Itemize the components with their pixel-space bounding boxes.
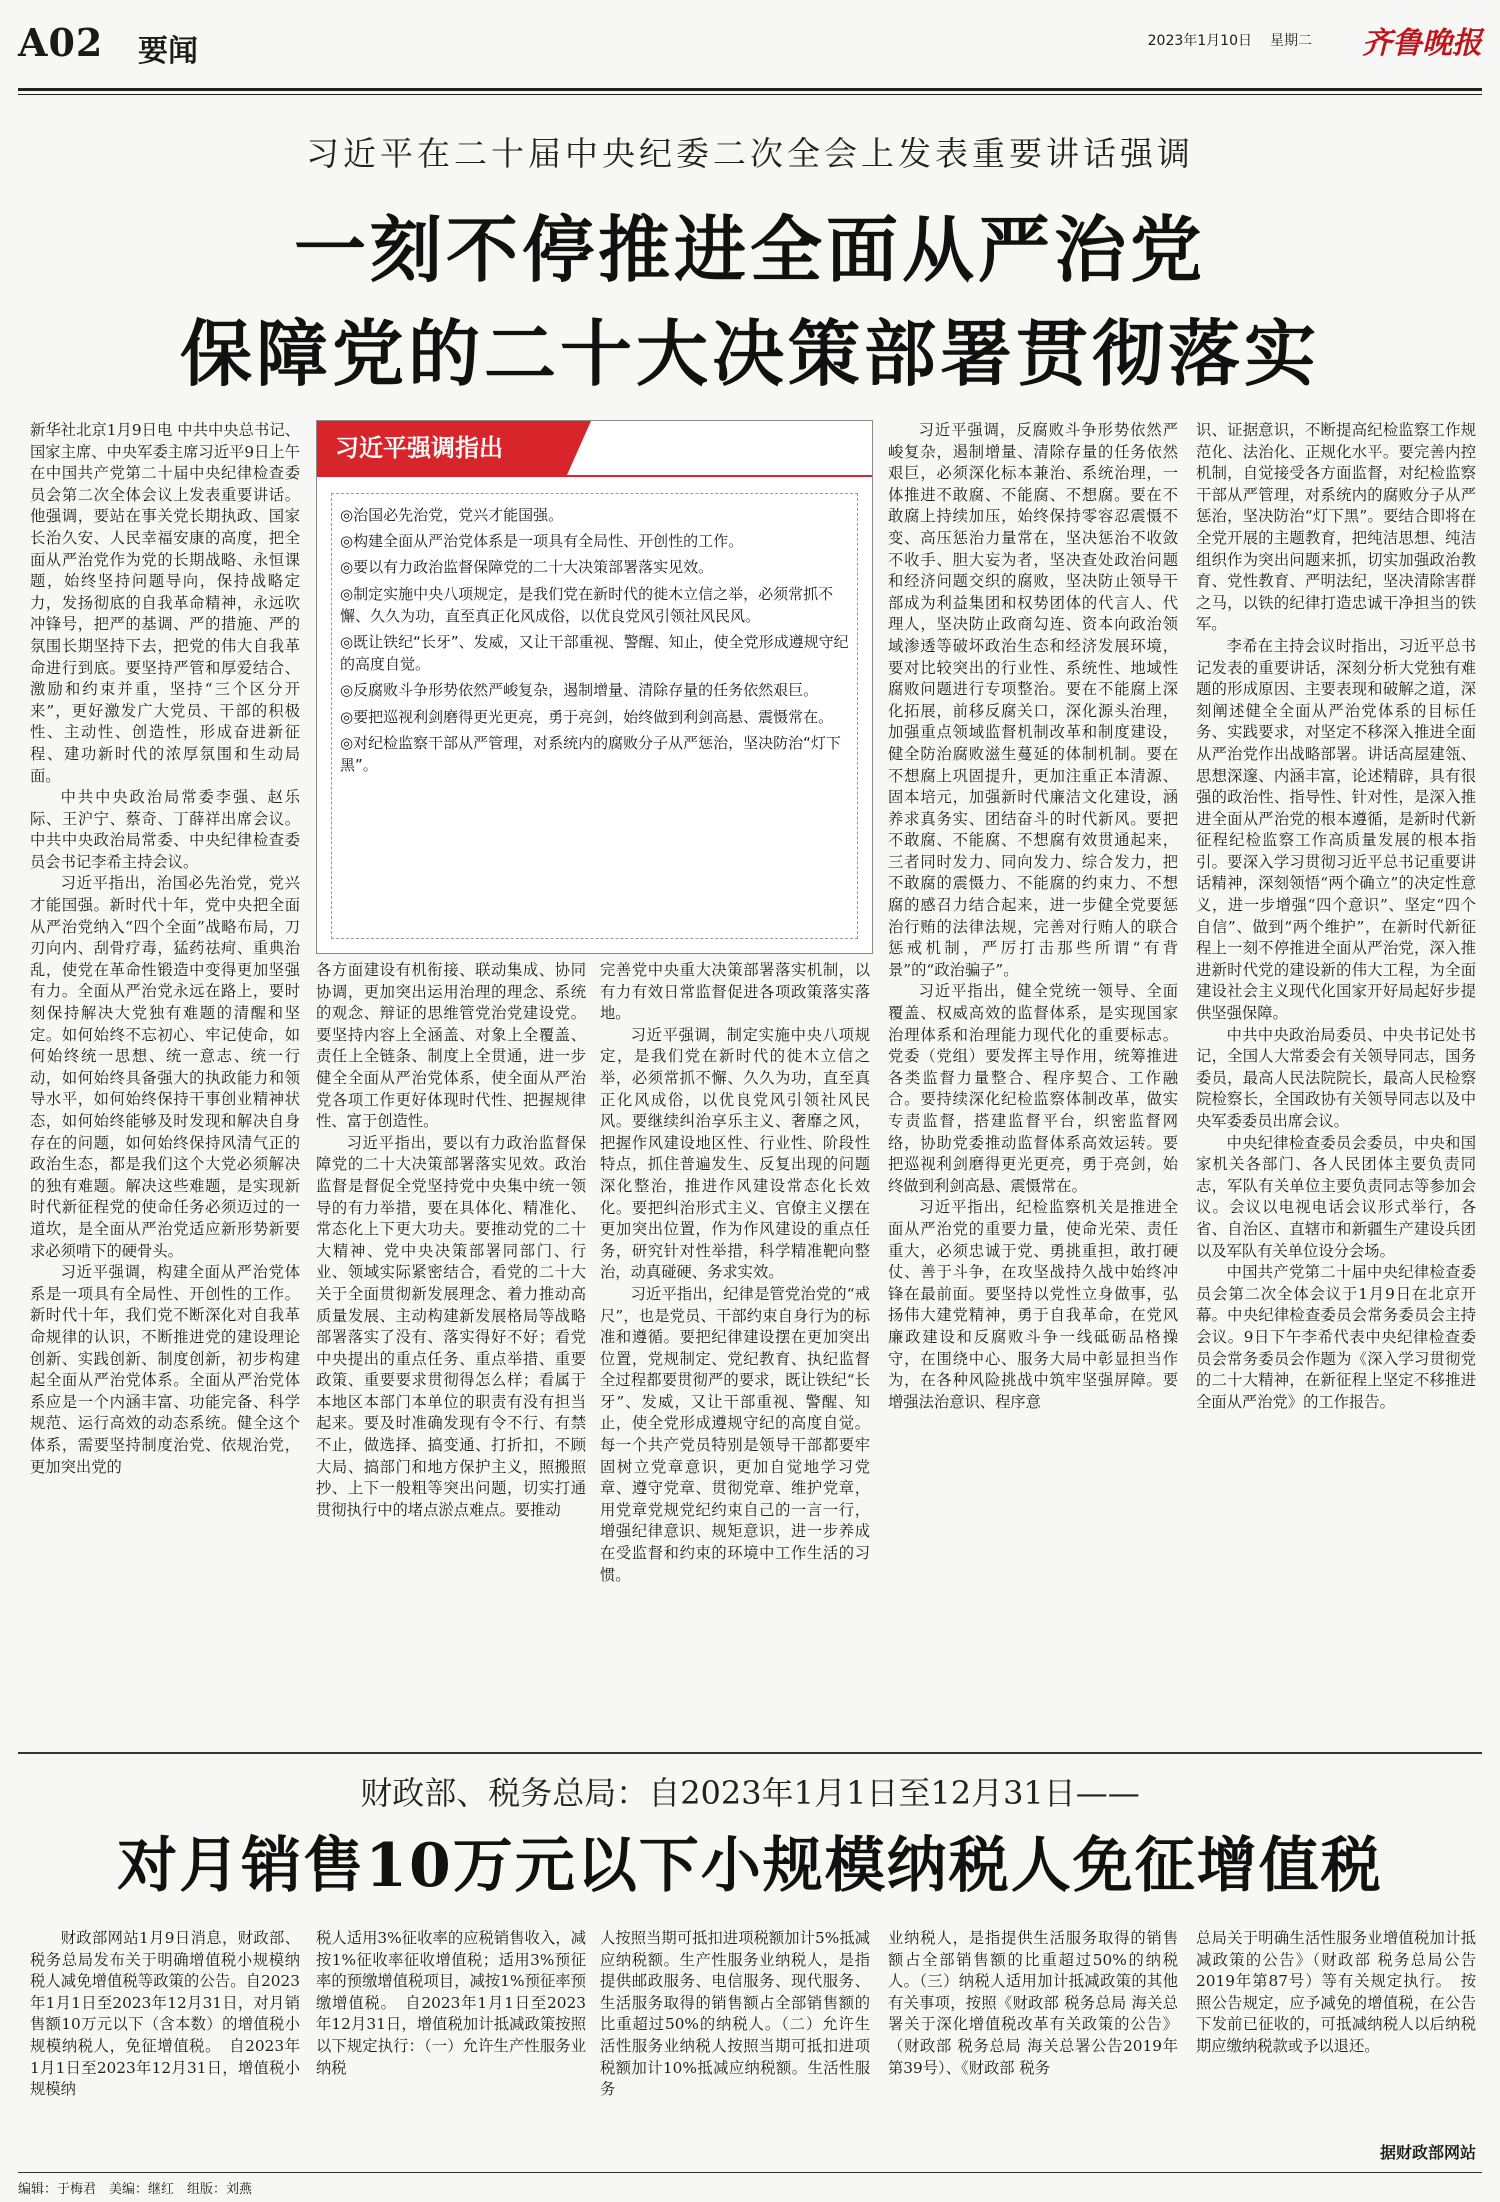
article1-headline-line2: 保障党的二十大决策部署贯彻落实: [179, 311, 1320, 396]
paragraph: 习近平指出，纪律是管党治党的“戒尺”，也是党员、干部约束自身行为的标准和遵循。要把纪律建设摆在更加突出位置，党规制定、党纪教育、执纪监督全过程都要贯彻严的要求，既让铁纪“长牙”、发威，又让干部重视、警醒、知止，使全党形成遵规守纪的高度自觉。每一个共产党员特别是领导干部都要牢固树立党章意识，更加自觉地学习党章、遵守党章、贯彻党章、维护党章，用党章党规党纪约束自己的一言一行，增强纪律意识、规矩意识，进一步养成在受监督和约束的环境中工作生活的习惯。: [600, 1284, 870, 1584]
footer-credits: 编辑：于梅君 美编：继红 组版：刘燕: [18, 2182, 253, 2197]
section-name: 要闻: [138, 34, 198, 69]
pullquote-item: ◎治国必先治党，党兴才能国强。: [340, 506, 564, 524]
paragraph: 完善党中央重大决策部署落实机制，以有力有效日常监督促进各项政策落实落地。: [600, 961, 870, 1023]
paragraph: 习近平指出，治国必先治党，党兴才能国强。新时代十年，党中央把全面从严治党纳入“四个全面”战略布局，刀刃向内、刮骨疗毒，猛药祛疴、重典治乱，使党在革命性锻造中变得更加坚强有力。全面从严治党永远在路上，要时刻保持解决大党独有难题的清醒和坚定。如何始终不忘初心、牢记使命，如何始终统一思想、统一意志、统一行动，如何始终具备强大的执政能力和领导水平，如何始终保持干事创业精神状态，如何始终能够及时发现和解决自身存在的问题，如何始终保持风清气正的政治生态，都是我们这个大党必须解决的独有难题。解决这些难题，是实现新时代新征程党的使命任务必须迈过的一道坎，是全面从严治党适应新形势新要求必须啃下的硬骨头。: [30, 874, 300, 1260]
article1-column-2: [316, 960, 586, 1521]
paragraph: 业纳税人，是指提供生活服务取得的销售额占全部销售额的比重超过50%的纳税人。（三）纳税人适用加计抵减政策的其他有关事项，按照《财政部 税务总局 海关总署关于深化增值税改革有关政策的公告》（财政部 税务总局 海关总署公告2019年第39号）、《财政部 税务: [888, 1929, 1178, 2077]
paragraph: 各方面建设有机衔接、联动集成、协同协调，更加突出运用治理的理念、系统的观念、辩证的思维管党治党建设党。要坚持内容上全涵盖、对象上全覆盖、责任上全链条、制度上全贯通，进一步健全全面从严治党体系，使全面从严治党各项工作更好体现时代性、把握规律性、富于创造性。: [316, 961, 586, 1131]
paragraph: 中共中央政治局常委李强、赵乐际、王沪宁、蔡奇、丁薛祥出席会议。中共中央政治局常委、中央纪律检查委员会书记李希主持会议。: [30, 788, 300, 871]
article2-subhead: 财政部、税务总局：自2023年1月1日至12月31日——: [360, 1774, 1140, 1812]
paragraph: 财政部网站1月9日消息，财政部、税务总局发布关于明确增值税小规模纳税人减免增值税等政策的公告。自2023年1月1日至2023年12月31日，对月销售额10万元以下（含本数）的增值税小规模纳税人，免征增值税。 自2023年1月1日至2023年12月31日，增值税小规模纳: [30, 1929, 300, 2099]
pullquote-item: ◎要把巡视利剑磨得更光更亮，勇于亮剑，始终做到利剑高悬、震慑常在。: [340, 707, 834, 726]
article2-column-4: [888, 1928, 1178, 2079]
paragraph: 习近平指出，健全党统一领导、全面覆盖、权威高效的监督体系，是实现国家治理体系和治理能力现代化的重要标志。党委（党组）要发挥主导作用，统筹推进各类监督力量整合、程序契合、工作融合。要持续深化纪检监察体制改革，做实专责监督，搭建监督平台，织密监督网络，协助党委推动监督体系高效运转。要把巡视利剑磨得更光更亮，勇于亮剑，始终做到利剑高悬、震慑常在。: [888, 982, 1178, 1195]
article2-column-3: [600, 1928, 870, 2101]
pullquote-title: 习近平强调指出: [317, 421, 567, 475]
paragraph: 新华社北京1月9日电 中共中央总书记、国家主席、中央军委主席习近平9日上午在中国共产党第二十届中央纪律检查委员会第二次全体会议上发表重要讲话。他强调，要站在事关党长期执政、国家长治久安、人民幸福安康的高度，把全面从严治党作为党的长期战略、永恒课题，始终坚持问题导向，保持战略定力，发扬彻底的自我革命精神，永远吹冲锋号，把严的基调、严的措施、严的氛围长期坚持下去，把党的伟大自我革命进行到底。要坚持严管和厚爱结合、激励和约束并重，坚持“三个区分开来”，更好激发广大党员、干部的积极性、主动性、创造性，形成奋进新征程、建功新时代的浓厚氛围和生动局面。: [30, 421, 300, 785]
paragraph: 习近平指出，要以有力政治监督保障党的二十大决策部署落实见效。政治监督是督促全党坚持党中央集中统一领导的有力举措，要在具体化、精准化、常态化上下更大功夫。要推动党的二十大精神、党中央决策部署同部门、行业、领域实际紧密结合，看党的二十大关于全面贯彻新发展理念、着力推动高质量发展、主动构建新发展格局等战略部署落实了没有、落实得好不好；看党中央提出的重点任务、重点举措、重要政策、重要要求贯彻得怎么样；看属于本地区本部门本单位的职责有没有担当起来。要及时准确发现有令不行、有禁不止，做选择、搞变通、打折扣，不顾大局、搞部门和地方保护主义，照搬照抄、上下一般粗等突出问题，切实打通贯彻执行中的堵点淤点难点。要推动: [316, 1133, 586, 1519]
masthead-logo: 齐鲁晚报: [1362, 26, 1482, 61]
paragraph: 中央纪律检查委员会委员，中央和国家机关各部门、各人民团体主要负责同志，军队有关单位主要负责同志等参加会议。会议以电视电话会议形式举行，各省、自治区、直辖市和新疆生产建设兵团以及军队有关单位设分会场。: [1196, 1133, 1476, 1260]
paragraph: 李希在主持会议时指出，习近平总书记发表的重要讲话，深刻分析大党独有难题的形成原因、主要表现和破解之道，深刻阐述健全全面从严治党体系的目标任务、实践要求，对坚定不移深入推进全面从严治党作出战略部署。讲话高屋建瓴、思想深邃、内涵丰富，论述精辟，具有很强的政治性、指导性、针对性，是深入推进全面从严治党的根本遵循，是新时代新征程纪检监察工作高质量发展的根本指引。要深入学习贯彻习近平总书记重要讲话精神，深刻领悟“两个确立”的决定性意义，进一步增强“四个意识”、坚定“四个自信”、做到“两个维护”，在新时代新征程上一刻不停推进全面从严治党，深入推进新时代党的建设新的伟大工程，为全面建设社会主义现代化国家开好局起好步提供坚强保障。: [1196, 636, 1476, 1023]
issue-weekday: 星期二: [1270, 33, 1312, 49]
pullquote-item: ◎对纪检监察干部从严管理，对系统内的腐败分子从严惩治，坚决防治“灯下黑”。: [340, 733, 841, 775]
article2-headline: 对月销售10万元以下小规模纳税人免征增值税: [117, 1831, 1383, 1901]
paragraph: 习近平强调，构建全面从严治党体系是一项具有全局性、开创性的工作。新时代十年，我们党不断深化对自我革命规律的认识，不断推进党的建设理论创新、实践创新、制度创新，初步构建起全面从严治党体系。全面从严治党体系应是一个内涵丰富、功能完备、科学规范、运行高效的动态系统。健全这个体系，需要坚持制度治党、依规治党，更加突出党的: [30, 1263, 300, 1476]
article2-column-5: [1196, 1928, 1476, 2058]
page-header: [18, 8, 1482, 84]
article1-column-4: [888, 420, 1178, 1413]
article2-column-1: [30, 1928, 300, 2101]
pullquote-item: ◎构建全面从严治党体系是一项具有全局性、开创性的工作。: [340, 532, 744, 551]
article1-headline-line1: 一刻不停推进全面从严治党: [293, 207, 1206, 292]
article2-column-2: [316, 1928, 586, 2079]
paragraph: 习近平强调，反腐败斗争形势依然严峻复杂，遏制增量、清除存量的任务依然艰巨，必须深化标本兼治、系统治理，一体推进不敢腐、不能腐、不想腐。要在不敢腐上持续加压，始终保持零容忍震慑不变、高压惩治力量常在，坚决惩治不收敛不收手、胆大妄为者，坚决查处政治问题和经济问题交织的腐败，坚决防止领导干部成为利益集团和权势团体的代言人、代理人，坚决防止政商勾连、资本向政治领域渗透等破坏政治生态和经济发展环境，要对比较突出的行业性、系统性、地域性腐败问题进行专项整治。要在不能腐上深化拓展，前移反腐关口，深化源头治理，加强重点领域监督机制改革和制度建设，健全防治腐败滋生蔓延的体制机制。要在不想腐上巩固提升，更加注重正本清源、固本培元，加强新时代廉洁文化建设，涵养求真务实、团结奋斗的时代新风。要把不敢腐、不能腐、不想腐有效贯通起来，三者同时发力、同向发力、综合发力，把不敢腐的震慑力、不能腐的约束力、不想腐的感召力结合起来，进一步健全党要惩治行贿的法律法规，完善对行贿人的联合惩戒机制，严厉打击那些所谓“有背景”的“政治骗子”。: [888, 421, 1178, 979]
footer-rule: [18, 2172, 1482, 2173]
paragraph: 中国共产党第二十届中央纪律检查委员会第二次全体会议于1月9日在北京开幕。中央纪律检查委员会常务委员会主持会议。9日下午李希代表中央纪律检查委员会常务委员会作题为《深入学习贯彻党的二十大精神，在新征程上坚定不移推进全面从严治党》的工作报告。: [1196, 1263, 1476, 1411]
paragraph: 习近平强调，制定实施中央八项规定，是我们党在新时代的徙木立信之举，必须常抓不懈、久久为功，直至真正化风成俗，以优良党风引领社风民风。要继续纠治享乐主义、奢靡之风，把握作风建设地区性、行业性、阶段性特点，抓住普遍发生、反复出现的问题深化整治，推进作风建设常态化长效化。要把纠治形式主义、官僚主义摆在更加突出位置，作为作风建设的重点任务，研究针对性举措，科学精准靶向整治，动真碰硬、务求实效。: [600, 1025, 870, 1282]
pullquote-rule: [317, 475, 872, 477]
page-number: A02: [18, 20, 104, 65]
paragraph: 习近平指出，纪检监察机关是推进全面从严治党的重要力量，使命光荣、责任重大，必须忠诚于党、勇挑重担，敢打硬仗、善于斗争，在攻坚战持久战中始终冲锋在最前面。要坚持以党性立身做事，弘扬伟大建党精神，勇于自我革命，在党风廉政建设和反腐败斗争一线砥砺品格操守，在围绕中心、服务大局中彰显担当作为，在各种风险挑战中筑牢坚强屏障。要增强法治意识、程序意: [888, 1198, 1178, 1411]
paragraph: 中共中央政治局委员、中央书记处书记，全国人大常委会有关领导同志，国务委员，最高人民法院院长，最高人民检察院检察长，全国政协有关领导同志以及中央军委委员出席会议。: [1196, 1025, 1476, 1130]
pullquote-item: ◎既让铁纪“长牙”、发威，又让干部重视、警醒、知止，使全党形成遵规守纪的高度自觉。: [340, 633, 849, 674]
header-rule: [18, 88, 1482, 91]
paragraph: 税人适用3%征收率的应税销售收入，减按1%征收率征收增值税；适用3%预征率的预缴增值税项目，减按1%预征率预缴增值税。 自2023年1月1日至2023年12月31日，增值税加计抵减政策按照以下规定执行：（一）允许生产性服务业纳税: [316, 1929, 586, 2077]
pullquote-item: ◎要以有力政治监督保障党的二十大决策部署落实见效。: [340, 558, 714, 577]
article-divider: [18, 1752, 1482, 1754]
pullquote-item: ◎反腐败斗争形势依然严峻复杂，遏制增量、清除存量的任务依然艰巨。: [340, 681, 819, 700]
paragraph: 人按照当期可抵扣进项税额加计5%抵减应纳税额。生产性服务业纳税人，是指提供邮政服务、电信服务、现代服务、生活服务取得的销售额占全部销售额的比重超过50%的纳税人。（二）允许生活性服务业纳税人按照当期可抵扣进项税额加计10%抵减应纳税额。生活性服务: [600, 1929, 870, 2099]
pullquote-item: ◎制定实施中央八项规定，是我们党在新时代的徙木立信之举，必须常抓不懈、久久为功，直至真正化风成俗，以优良党风引领社风民风。: [340, 584, 834, 625]
article1-column-3: [600, 960, 870, 1586]
article1-subhead: 习近平在二十届中央纪委二次全会上发表重要讲话强调: [306, 134, 1194, 173]
pullquote-body: [331, 493, 858, 939]
article1-column-1: [30, 420, 300, 1478]
issue-date: 2023年1月10日: [1147, 33, 1252, 49]
paragraph: 识、证据意识，不断提高纪检监察工作规范化、法治化、正规化水平。要完善内控机制，自觉接受各方面监督，对纪检监察干部从严管理，对系统内的腐败分子从严惩治，坚决防治“灯下黑”。要结合即将在全党开展的主题教育，把纯洁思想、纯洁组织作为突出问题来抓，切实加强政治教育、党性教育、严明法纪，坚决清除害群之马，以铁的纪律打造忠诚干净担当的铁军。: [1196, 421, 1476, 634]
article1-column-5: [1196, 420, 1476, 1413]
header-rule-thin: [18, 94, 1482, 95]
article2-source: 据财政部网站: [1379, 2143, 1476, 2162]
pullquote-box: [316, 420, 873, 954]
paragraph: 总局关于明确生活性服务业增值税加计抵减政策的公告》（财政部 税务总局公告2019年第87号）等有关规定执行。 按照公告规定，应予减免的增值税，在公告下发前已征收的，可抵减纳税人以后纳税期应缴纳税款或予以退还。: [1196, 1929, 1476, 2055]
